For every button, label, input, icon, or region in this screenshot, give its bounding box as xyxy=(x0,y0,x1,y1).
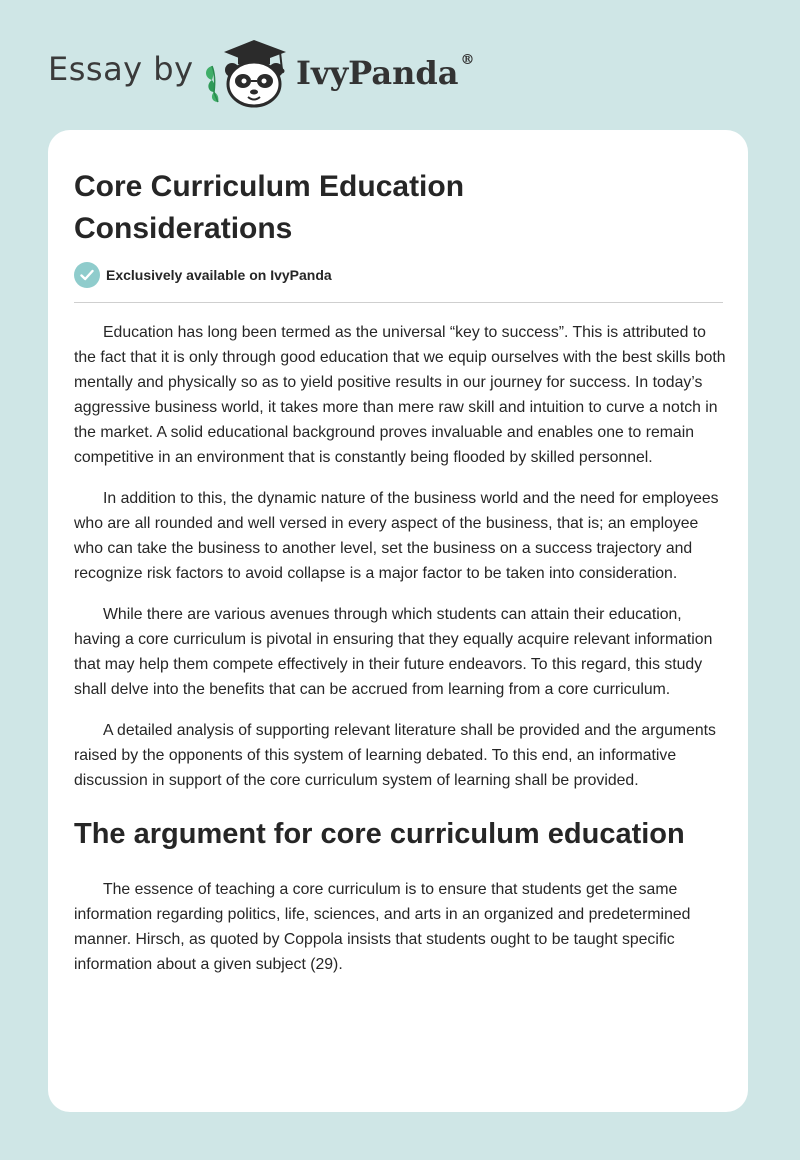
article-card xyxy=(48,130,748,1112)
paragraph: In addition to this, the dynamic nature of the business world and the need for employees who are all rounded and well versed in every aspect of the business, that is; an employee who can take the business to another level, set the business on a success trajectory and recognize risk factors to avoid collapse is a major factor to be taken into consideration. xyxy=(74,490,719,582)
section-heading: The argument for core curriculum education xyxy=(74,818,685,850)
divider xyxy=(74,302,723,303)
paragraph: A detailed analysis of supporting relevant literature shall be provided and the arguments raised by the opponents of this system of learning debated. To this end, an informative discussion in support of the core curriculum system of learning shall be provided. xyxy=(74,722,716,789)
paragraph: While there are various avenues through which students can attain their education, having a core curriculum is pivotal in ensuring that they equally acquire relevant information that may help them compete effectively in their future endeavors. To this regard, this study shall delve into the benefits that can be accrued from learning from a core curriculum. xyxy=(74,606,713,698)
page-title: Core Curriculum Education Considerations xyxy=(74,170,465,245)
brand-name[interactable]: IvyPanda ® xyxy=(296,52,475,92)
paragraph: The essence of teaching a core curriculum is to ensure that students get the same information regarding politics, life, sciences, and arts in an organized and predetermined manner. Hirsch, as quoted by Coppola insists that students ought to be taught specific information about a given subject (29). xyxy=(74,881,691,973)
registered-mark: ® xyxy=(460,52,475,68)
site-header xyxy=(0,0,800,130)
article-body xyxy=(74,320,726,993)
exclusive-badge xyxy=(74,262,332,288)
essay-by-label: Essay by xyxy=(48,50,194,88)
exclusive-badge-label: Exclusively available on IvyPanda xyxy=(106,267,332,283)
checkmark-icon xyxy=(74,262,100,288)
paragraph: Education has long been termed as the universal “key to success”. This is attributed to the fact that it is only through good education that we equip ourselves with the best skills both mentally and physically so as to yield positive results in our journey for success. In today’s aggressive business world, it takes more than mere raw skill and intuition to curve a notch in the market. A solid educational background proves invaluable and enables one to remain competitive in an environment that is constantly being flooded by skilled personnel. xyxy=(74,324,726,466)
ivypanda-logo-icon[interactable] xyxy=(200,36,292,110)
